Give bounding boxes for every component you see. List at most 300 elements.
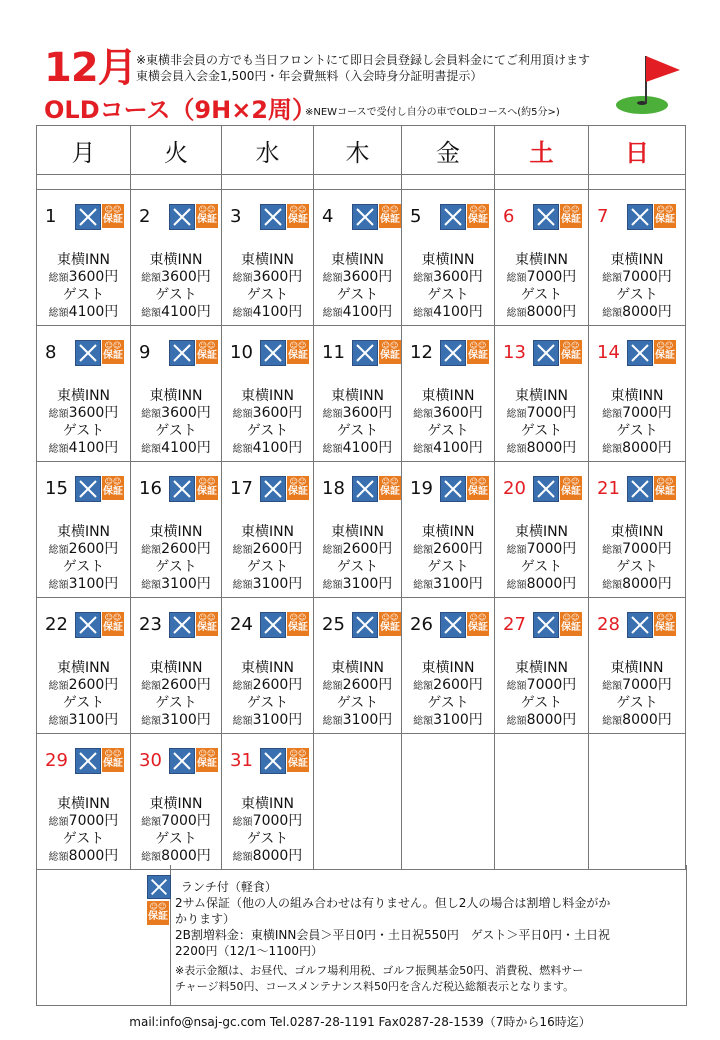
member-label: 東横INN — [610, 660, 664, 676]
total-label: 総額 — [322, 681, 343, 692]
guest-label: ゲスト — [336, 695, 379, 711]
member-price: 7000円 — [622, 405, 672, 421]
member-label: 東横INN — [330, 388, 385, 404]
guest-price: 4100円 — [68, 440, 119, 456]
hoshou-icon: ☺☺ 保証 — [379, 612, 401, 636]
member-price: 3600円 — [252, 405, 303, 421]
day-cell — [314, 598, 402, 734]
guest-label: ゲスト — [62, 287, 105, 303]
contact-footer: mail:info@nsaj-gc.com Tel.0287-28-1191 Fax0287-28-1539（7時から16時迄） — [129, 1015, 591, 1029]
day-number: 23 — [139, 614, 162, 635]
day-number: 5 — [410, 206, 422, 227]
legend-tax-2: チャージ料50円、コースメンテナンス料50円を含んだ税込総額表示となります。 — [175, 980, 575, 993]
guest-label: ゲスト — [246, 423, 289, 439]
day-cell — [131, 190, 222, 326]
fork-knife-icon — [627, 204, 653, 230]
week-row — [37, 598, 686, 734]
member-label: 東横INN — [514, 388, 569, 404]
hoshou-icon: ☺☺ 保証 — [467, 340, 489, 364]
day-cell — [131, 462, 222, 598]
week-row — [37, 734, 686, 870]
total-label: 総額 — [413, 716, 434, 727]
total-label: 総額 — [322, 580, 343, 591]
total-label: 総額 — [602, 308, 623, 319]
day-cell — [402, 598, 495, 734]
day-cell — [314, 462, 402, 598]
guest-price: 4100円 — [433, 304, 483, 320]
price-block — [591, 388, 683, 458]
total-label: 総額 — [141, 681, 162, 692]
member-label: 東横INN — [240, 796, 295, 812]
total-label: 総額 — [506, 308, 527, 319]
course-title: OLDコース（9H×2周） — [44, 96, 317, 124]
legend-hoshou-4: 2200円（12/1～1100円） — [175, 944, 324, 958]
guest-label: ゲスト — [616, 559, 658, 575]
fork-knife-icon — [352, 204, 378, 230]
total-label: 総額 — [413, 545, 434, 556]
page-header — [0, 0, 720, 125]
member-price: 7000円 — [526, 269, 577, 285]
total-label: 総額 — [602, 545, 623, 556]
fork-knife-icon — [169, 476, 195, 502]
fork-knife-icon — [440, 612, 466, 638]
total-label: 総額 — [48, 681, 69, 692]
day-cell — [495, 598, 589, 734]
member-price: 2600円 — [342, 677, 393, 693]
total-label: 総額 — [232, 444, 253, 455]
fork-knife-icon — [533, 476, 559, 502]
fork-knife-icon — [352, 612, 378, 638]
member-price: 3600円 — [342, 405, 393, 421]
total-label: 総額 — [232, 545, 253, 556]
price-block — [39, 660, 128, 730]
hoshou-icon: ☺☺ 保証 — [560, 204, 582, 228]
member-label: 東横INN — [421, 252, 475, 268]
price-block — [224, 796, 311, 866]
member-price: 3600円 — [68, 269, 119, 285]
member-label: 東横INN — [610, 252, 664, 268]
member-label: 東横INN — [149, 524, 203, 540]
weekday-mon: 月 — [37, 126, 131, 175]
total-label: 総額 — [413, 409, 434, 420]
total-label: 総額 — [48, 545, 69, 556]
day-number: 14 — [597, 342, 620, 363]
day-number: 3 — [230, 206, 242, 227]
weekday-header-row — [37, 126, 686, 175]
weekday-tue: 火 — [131, 126, 222, 175]
hoshou-icon: ☺☺ 保証 — [654, 612, 676, 636]
guest-label: ゲスト — [616, 423, 658, 439]
guest-price: 8000円 — [622, 576, 672, 592]
hoshou-icon: ☺☺ 保証 — [287, 204, 309, 228]
total-label: 総額 — [232, 308, 253, 319]
fork-knife-icon — [169, 204, 195, 230]
member-label: 東横INN — [56, 796, 111, 812]
guest-label: ゲスト — [520, 423, 563, 439]
total-label: 総額 — [322, 444, 343, 455]
hoshou-icon: ☺☺ 保証 — [196, 340, 218, 364]
price-block — [224, 660, 311, 730]
hoshou-icon: ☺☺ 保証 — [467, 476, 489, 500]
hoshou-icon: ☺☺ 保証 — [654, 204, 676, 228]
member-label: 東横INN — [149, 660, 203, 676]
day-cell — [314, 326, 402, 462]
fork-knife-icon — [260, 612, 286, 638]
total-label: 総額 — [232, 409, 253, 420]
guest-price: 8000円 — [526, 440, 577, 456]
total-label: 総額 — [48, 852, 69, 863]
hoshou-icon: ☺☺ 保証 — [196, 748, 218, 772]
member-label: 東横INN — [149, 388, 203, 404]
total-label: 総額 — [506, 409, 527, 420]
member-price: 7000円 — [526, 677, 577, 693]
day-number: 12 — [410, 342, 433, 363]
guest-price: 3100円 — [252, 712, 303, 728]
week-row — [37, 326, 686, 462]
guest-price: 3100円 — [342, 576, 393, 592]
guest-label: ゲスト — [520, 287, 563, 303]
member-price: 2600円 — [252, 541, 303, 557]
member-price: 7000円 — [68, 813, 119, 829]
hoshou-icon: ☺☺ 保証 — [379, 204, 401, 228]
guest-label: ゲスト — [62, 423, 105, 439]
day-cell — [222, 598, 314, 734]
fork-knife-icon — [75, 340, 101, 366]
total-label: 総額 — [232, 681, 253, 692]
hoshou-icon: ☺☺ 保証 — [287, 476, 309, 500]
day-cell — [222, 462, 314, 598]
fork-knife-icon — [533, 340, 559, 366]
member-label: 東横INN — [330, 660, 385, 676]
member-label: 東横INN — [514, 660, 569, 676]
guest-label: ゲスト — [427, 423, 469, 439]
fork-knife-icon — [627, 476, 653, 502]
guest-price: 8000円 — [161, 848, 211, 864]
total-label: 総額 — [141, 580, 162, 591]
member-label: 東横INN — [514, 524, 569, 540]
day-number: 28 — [597, 614, 620, 635]
hoshou-icon: ☺☺ 保証 — [287, 340, 309, 364]
member-label: 東横INN — [610, 524, 664, 540]
member-price: 7000円 — [622, 269, 672, 285]
fork-knife-icon — [627, 612, 653, 638]
day-number: 25 — [322, 614, 345, 635]
price-block — [39, 388, 128, 458]
member-price: 2600円 — [342, 541, 393, 557]
guest-label: ゲスト — [246, 831, 289, 847]
member-price: 2600円 — [433, 541, 483, 557]
day-cell — [314, 190, 402, 326]
member-price: 3600円 — [161, 405, 211, 421]
day-number: 13 — [503, 342, 526, 363]
hoshou-icon: ☺☺ 保証 — [654, 340, 676, 364]
day-number: 19 — [410, 478, 433, 499]
total-label: 総額 — [506, 681, 527, 692]
hoshou-icon: ☺☺ 保証 — [560, 612, 582, 636]
guest-label: ゲスト — [155, 695, 197, 711]
note-line-1: ※東横非会員の方でも当日フロントにて即日会員登録し会員料金にてご利用頂けます — [136, 53, 591, 67]
total-label: 総額 — [141, 852, 162, 863]
fork-knife-icon — [75, 476, 101, 502]
fork-knife-icon — [260, 476, 286, 502]
total-label: 総額 — [232, 580, 253, 591]
day-number: 21 — [597, 478, 620, 499]
fork-knife-icon — [169, 340, 195, 366]
price-block — [591, 660, 683, 730]
guest-price: 4100円 — [68, 304, 119, 320]
guest-price: 3100円 — [342, 712, 393, 728]
total-label: 総額 — [602, 409, 623, 420]
guest-label: ゲスト — [62, 695, 105, 711]
member-label: 東横INN — [421, 660, 475, 676]
guest-price: 8000円 — [526, 576, 577, 592]
day-number: 1 — [45, 206, 57, 227]
hoshou-icon: ☺☺ 保証 — [196, 612, 218, 636]
guest-label: ゲスト — [336, 287, 379, 303]
guest-price: 8000円 — [526, 304, 577, 320]
member-notes — [136, 52, 656, 84]
day-cell — [402, 190, 495, 326]
price-block — [591, 524, 683, 594]
guest-price: 3100円 — [68, 712, 119, 728]
member-label: 東横INN — [514, 252, 569, 268]
hoshou-icon: ☺☺ 保証 — [560, 476, 582, 500]
member-price: 2600円 — [161, 541, 211, 557]
fork-knife-icon — [533, 612, 559, 638]
total-label: 総額 — [48, 580, 69, 591]
weekday-sun: 日 — [589, 126, 686, 175]
member-label: 東横INN — [240, 660, 295, 676]
note-line-2: 東横会員入会金1,500円・年会費無料（入会時身分証明書提示） — [136, 69, 483, 83]
empty-cell — [589, 734, 686, 870]
price-block — [39, 524, 128, 594]
month-title: 12月 — [44, 45, 137, 91]
legend-hoshou-2: かります） — [175, 912, 236, 926]
guest-label: ゲスト — [520, 559, 563, 575]
total-label: 総額 — [413, 273, 434, 284]
total-label: 総額 — [141, 444, 162, 455]
day-number: 30 — [139, 750, 162, 771]
member-price: 7000円 — [622, 541, 672, 557]
price-block — [497, 252, 586, 322]
total-label: 総額 — [141, 545, 162, 556]
guest-label: ゲスト — [336, 559, 379, 575]
fork-knife-icon — [147, 875, 171, 899]
day-number: 26 — [410, 614, 433, 635]
fork-knife-icon — [169, 612, 195, 638]
member-label: 東横INN — [240, 388, 295, 404]
day-cell — [131, 734, 222, 870]
guest-label: ゲスト — [427, 559, 469, 575]
member-label: 東横INN — [610, 388, 664, 404]
day-number: 18 — [322, 478, 345, 499]
member-price: 7000円 — [622, 677, 672, 693]
guest-label: ゲスト — [62, 831, 105, 847]
day-cell — [495, 326, 589, 462]
total-label: 総額 — [232, 817, 253, 828]
day-cell — [37, 598, 131, 734]
guest-label: ゲスト — [155, 559, 197, 575]
hoshou-icon: ☺☺ 保証 — [379, 476, 401, 500]
fork-knife-icon — [75, 204, 101, 230]
guest-label: ゲスト — [246, 695, 289, 711]
day-cell — [495, 462, 589, 598]
total-label: 総額 — [232, 852, 253, 863]
total-label: 総額 — [413, 681, 434, 692]
price-block — [224, 524, 311, 594]
day-cell — [589, 326, 686, 462]
hoshou-icon: ☺☺ 保証 — [102, 748, 124, 772]
price-block — [316, 388, 399, 458]
guest-label: ゲスト — [62, 559, 105, 575]
total-label: 総額 — [413, 308, 434, 319]
price-block — [133, 796, 219, 866]
hoshou-icon: ☺☺ 保証 — [102, 476, 124, 500]
total-label: 総額 — [141, 273, 162, 284]
day-cell — [495, 190, 589, 326]
guest-price: 4100円 — [433, 440, 483, 456]
guest-price: 4100円 — [252, 304, 303, 320]
price-block — [39, 796, 128, 866]
guest-label: ゲスト — [616, 695, 658, 711]
price-block — [133, 252, 219, 322]
member-label: 東横INN — [330, 252, 385, 268]
day-cell — [402, 326, 495, 462]
member-price: 2600円 — [433, 677, 483, 693]
total-label: 総額 — [141, 409, 162, 420]
member-price: 3600円 — [68, 405, 119, 421]
total-label: 総額 — [413, 580, 434, 591]
price-block — [316, 660, 399, 730]
day-number: 4 — [322, 206, 334, 227]
guest-price: 8000円 — [252, 848, 303, 864]
guest-label: ゲスト — [427, 695, 469, 711]
calendar-table — [36, 125, 686, 870]
guest-price: 3100円 — [68, 576, 119, 592]
guest-price: 4100円 — [161, 440, 211, 456]
member-label: 東横INN — [56, 388, 111, 404]
total-label: 総額 — [506, 444, 527, 455]
week-row — [37, 190, 686, 326]
price-block — [133, 524, 219, 594]
total-label: 総額 — [602, 681, 623, 692]
course-note: ※NEWコースで受付し自分の車でOLDコースへ(約5分>) — [305, 107, 560, 118]
day-cell — [589, 598, 686, 734]
day-number: 6 — [503, 206, 515, 227]
member-price: 3600円 — [433, 269, 483, 285]
total-label: 総額 — [141, 817, 162, 828]
guest-label: ゲスト — [616, 287, 658, 303]
day-number: 31 — [230, 750, 253, 771]
member-label: 東横INN — [56, 660, 111, 676]
fork-knife-icon — [169, 748, 195, 774]
price-block — [404, 388, 492, 458]
member-price: 3600円 — [342, 269, 393, 285]
price-block — [39, 252, 128, 322]
day-cell — [131, 326, 222, 462]
fork-knife-icon — [440, 340, 466, 366]
day-number: 2 — [139, 206, 151, 227]
member-price: 2600円 — [68, 541, 119, 557]
fork-knife-icon — [533, 204, 559, 230]
price-block — [316, 252, 399, 322]
guest-label: ゲスト — [427, 287, 469, 303]
price-block — [133, 660, 219, 730]
member-price: 3600円 — [433, 405, 483, 421]
member-price: 7000円 — [526, 541, 577, 557]
total-label: 総額 — [506, 580, 527, 591]
day-number: 9 — [139, 342, 151, 363]
fork-knife-icon — [352, 340, 378, 366]
total-label: 総額 — [48, 817, 69, 828]
guest-price: 4100円 — [342, 304, 393, 320]
hoshou-icon: ☺☺ 保証 — [102, 204, 124, 228]
total-label: 総額 — [322, 409, 343, 420]
fork-knife-icon — [352, 476, 378, 502]
legend-lunch: ランチ付（軽食） — [180, 879, 277, 894]
total-label: 総額 — [413, 444, 434, 455]
day-number: 15 — [45, 478, 68, 499]
hoshou-icon: ☺☺ 保証 — [102, 612, 124, 636]
guest-label: ゲスト — [336, 423, 379, 439]
weekday-thu: 木 — [314, 126, 402, 175]
member-price: 7000円 — [161, 813, 211, 829]
price-block — [404, 524, 492, 594]
guest-price: 4100円 — [161, 304, 211, 320]
fork-knife-icon — [260, 340, 286, 366]
day-number: 27 — [503, 614, 526, 635]
day-number: 24 — [230, 614, 253, 635]
day-cell — [37, 190, 131, 326]
total-label: 総額 — [48, 409, 69, 420]
golf-flag-icon — [612, 50, 692, 116]
hoshou-icon: ☺☺ 保証 — [196, 476, 218, 500]
hoshou-icon: ☺☺ 保証 — [467, 612, 489, 636]
total-label: 総額 — [322, 308, 343, 319]
hoshou-icon: ☺☺ 保証 — [467, 204, 489, 228]
member-label: 東横INN — [240, 252, 295, 268]
guest-price: 4100円 — [342, 440, 393, 456]
member-label: 東横INN — [149, 252, 203, 268]
member-price: 3600円 — [252, 269, 303, 285]
member-label: 東横INN — [56, 524, 111, 540]
hoshou-icon: ☺☺ 保証 — [560, 340, 582, 364]
guest-price: 4100円 — [252, 440, 303, 456]
guest-label: ゲスト — [520, 695, 563, 711]
price-block — [404, 660, 492, 730]
day-number: 8 — [45, 342, 57, 363]
guest-price: 3100円 — [161, 576, 211, 592]
weekday-sat: 土 — [495, 126, 589, 175]
member-label: 東横INN — [421, 524, 475, 540]
total-label: 総額 — [232, 273, 253, 284]
hoshou-icon: ☺☺ 保証 — [287, 748, 309, 772]
guest-price: 3100円 — [433, 712, 483, 728]
legend-hoshou-3: 2B割増料金：東横INN会員＞平日0円・土日祝550円 ゲスト＞平日0円・土日祝 — [175, 928, 611, 942]
price-block — [497, 388, 586, 458]
fork-knife-icon — [440, 204, 466, 230]
member-label: 東横INN — [240, 524, 295, 540]
total-label: 総額 — [48, 308, 69, 319]
guest-price: 8000円 — [526, 712, 577, 728]
weekday-wed: 水 — [222, 126, 314, 175]
hoshou-icon: ☺☺ 保証 — [196, 204, 218, 228]
guest-price: 3100円 — [433, 576, 483, 592]
legend-tax-1: ※表示金額は、お昼代、ゴルフ場利用税、ゴルフ振興基金50円、消費税、燃料サー — [175, 964, 584, 977]
total-label: 総額 — [506, 545, 527, 556]
member-label: 東横INN — [421, 388, 475, 404]
legend — [36, 865, 687, 1006]
